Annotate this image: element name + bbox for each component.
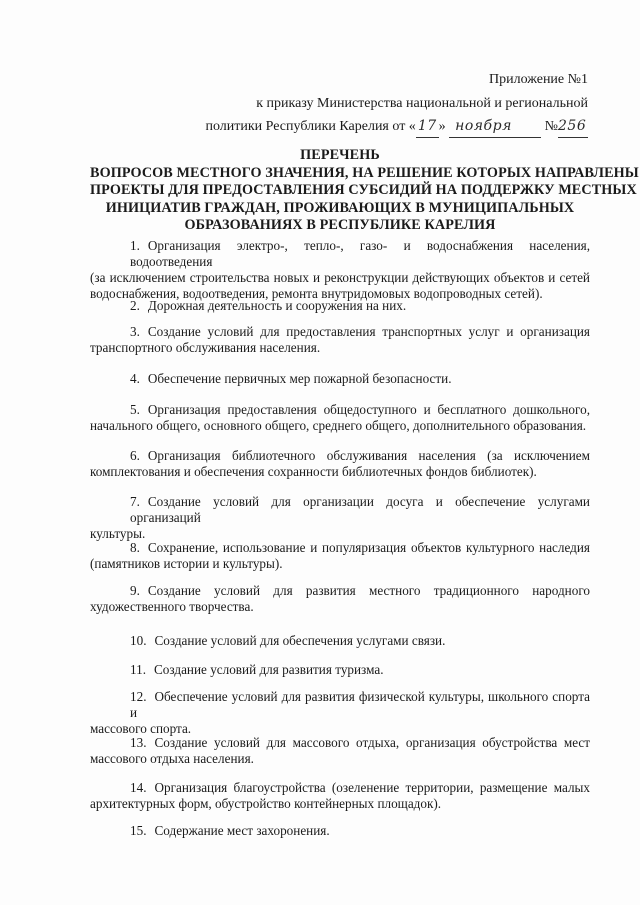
item-text-line: Создание условий для предоставления транспортных услуг и организация [147, 324, 590, 339]
item-text-line: (памятников истории и культуры). [90, 556, 283, 571]
item-number: 1. [130, 238, 140, 253]
appendix-header [168, 69, 588, 138]
item-text-line: культуры. [90, 526, 146, 541]
item-number: 5. [130, 402, 140, 417]
day-suffix: » [438, 119, 446, 134]
item-text-line: транспортного обслуживания населения. [90, 340, 321, 355]
list-item [90, 540, 590, 572]
list-item [90, 583, 590, 615]
item-number: 10. [130, 633, 147, 648]
item-text-line: Содержание мест захоронения. [154, 823, 330, 838]
item-number: 14. [130, 780, 147, 795]
item-number: 6. [130, 448, 140, 463]
item-number: 13. [130, 735, 147, 750]
item-text-line: комплектования и обеспечения сохранности библиотечных фондов библиотек). [90, 464, 537, 479]
item-number: 11. [130, 662, 146, 677]
item-text-line: начального общего, основного общего, среднего общего, дополнительного образования. [90, 418, 587, 433]
item-text-line: Создание условий для организации досуга и обеспечение услугами организаций [130, 494, 590, 525]
item-text-line: Создание условий для развития туризма. [154, 662, 384, 677]
item-text-line: художественного творчества. [90, 599, 254, 614]
item-text-line: Сохранение, использование и популяризация объектов культурного наследия [147, 540, 590, 555]
item-text-line: (за исключением строительства новых и реконструкции действующих объектов и сетей [90, 270, 590, 285]
item-text-line: Создание условий для развития местного традиционного народного [147, 583, 590, 598]
document-title [90, 147, 639, 235]
list-item [90, 298, 590, 314]
list-item [90, 662, 590, 678]
list-item [90, 402, 590, 434]
title-line-3: ПРОЕКТЫ ДЛЯ ПРЕДОСТАВЛЕНИЯ СУБСИДИЙ НА ПОДДЕРЖКУ МЕСТНЫХ [90, 182, 637, 198]
list-item [90, 823, 590, 839]
title-line-4: ИНИЦИАТИВ ГРАЖДАН, ПРОЖИВАЮЩИХ В МУНИЦИПАЛЬНЫХ [105, 199, 575, 216]
order-reference: к приказу Министерства национальной и региональной [256, 96, 588, 111]
list-item [90, 448, 590, 480]
item-text-line: Обеспечение условий для развития физической культуры, школьного спорта и [130, 689, 590, 720]
list-item [90, 238, 590, 302]
order-day: 17 [416, 115, 439, 138]
list-item [90, 494, 590, 542]
number-prefix: № [544, 119, 558, 134]
list-item [90, 689, 590, 737]
list-item [90, 735, 590, 767]
list-item [90, 780, 590, 812]
order-date-line [168, 115, 588, 138]
title-line-1: ПЕРЕЧЕНЬ [300, 147, 380, 163]
title-line-5: ОБРАЗОВАНИЯХ В РЕСПУБЛИКЕ КАРЕЛИЯ [184, 217, 496, 233]
item-number: 15. [130, 823, 147, 838]
appendix-label: Приложение №1 [489, 72, 588, 87]
order-month: ноября [449, 115, 541, 138]
item-text-line: Создание условий для массового отдыха, организация обустройства мест [154, 735, 590, 750]
item-text-line: Организация библиотечного обслуживания населения (за исключением [147, 448, 590, 463]
item-text-line: Дорожная деятельность и сооружения на них. [147, 298, 407, 313]
policy-prefix: политики Республики Карелия от « [205, 119, 416, 134]
list-item [90, 633, 590, 649]
title-line-2: ВОПРОСОВ МЕСТНОГО ЗНАЧЕНИЯ, НА РЕШЕНИЕ КОТОРЫХ НАПРАВЛЕНЫ [90, 164, 639, 181]
item-text-line: Организация электро-, тепло-, газо- и водоснабжения населения, водоотведения [130, 238, 590, 269]
list-item [90, 324, 590, 356]
item-text-line: массового отдыха населения. [90, 751, 254, 766]
item-number: 2. [130, 298, 140, 313]
list-item [90, 371, 590, 387]
item-text-line: Создание условий для обеспечения услугами связи. [154, 633, 446, 648]
item-text-line: водоснабжения, водоотведения, ремонта внутридомовых водопроводных сетей). [90, 286, 543, 301]
item-number: 9. [130, 583, 140, 598]
item-text-line: Обеспечение первичных мер пожарной безопасности. [147, 371, 452, 386]
item-number: 8. [130, 540, 140, 555]
item-text-line: архитектурных форм, обустройство контейнерных площадок). [90, 796, 442, 811]
item-number: 3. [130, 324, 140, 339]
item-text-line: Организация благоустройства (озеленение территории, размещение малых [154, 780, 590, 795]
item-number: 7. [130, 494, 140, 509]
order-number: 256 [558, 115, 588, 138]
item-number: 12. [130, 689, 147, 704]
item-number: 4. [130, 371, 140, 386]
item-text-line: Организация предоставления общедоступного и бесплатного дошкольного, [147, 402, 590, 417]
item-text-line: массового спорта. [90, 721, 192, 736]
